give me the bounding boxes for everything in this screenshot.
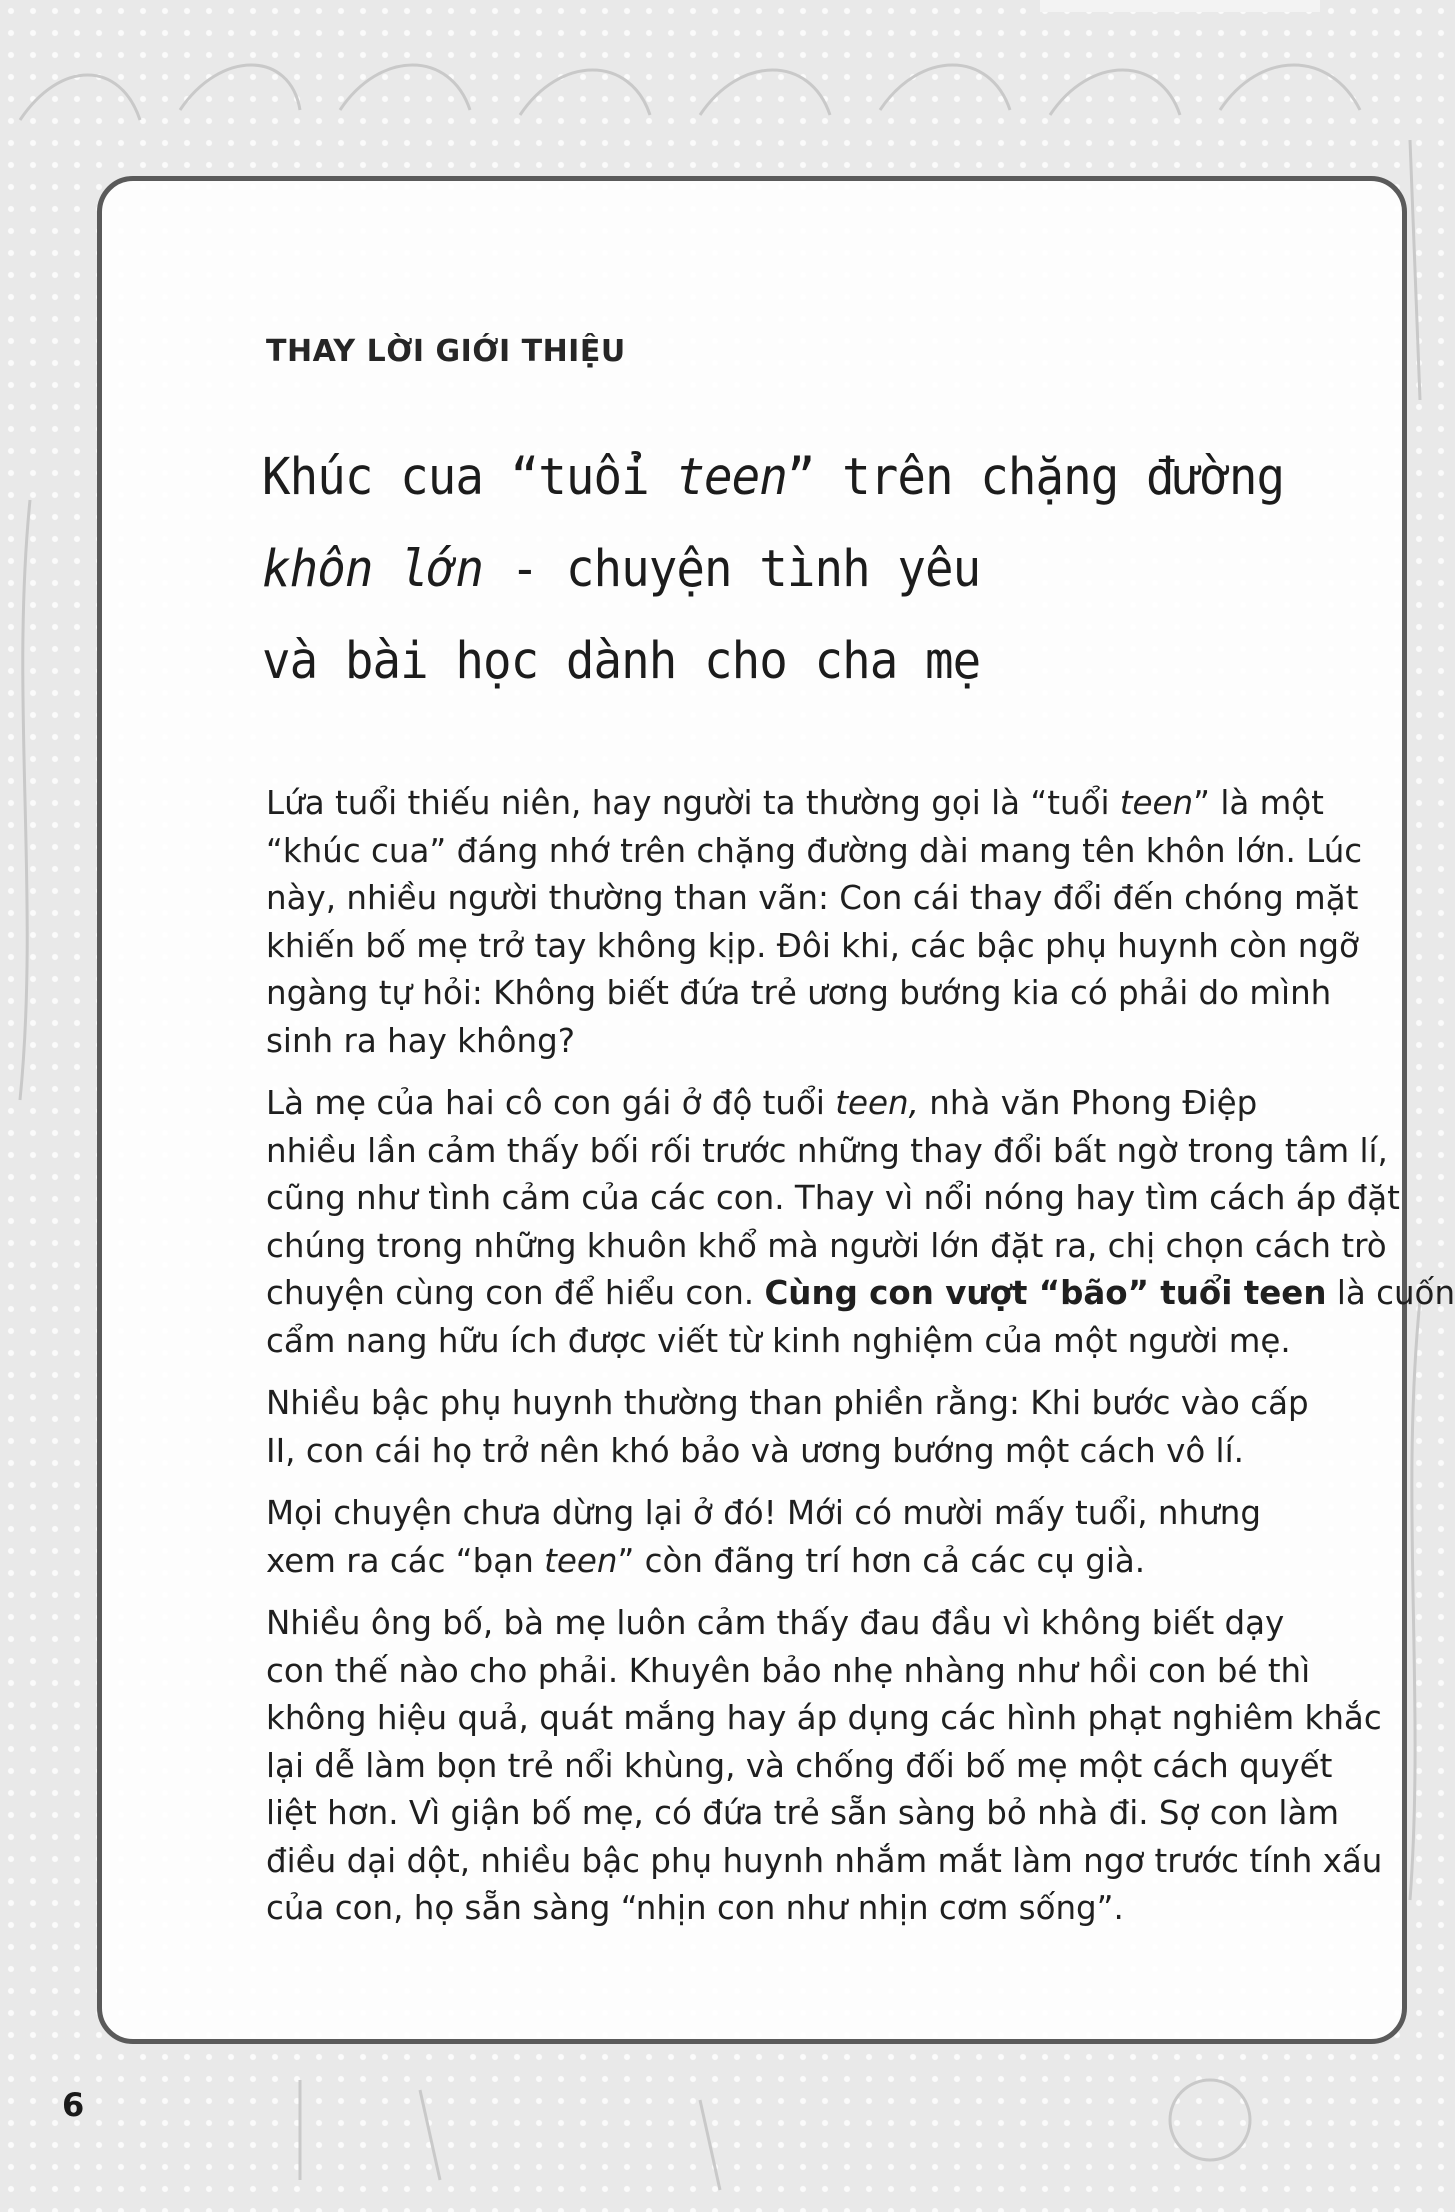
heading-line-2: khôn lớn - chuyện tình yêu [262,540,981,599]
chapter-heading [262,432,1285,708]
book-title: Cùng con vượt “bão” tuổi teen [764,1274,1327,1312]
page-number: 6 [62,2086,85,2124]
body-text [266,780,1455,1948]
paragraph-5: Nhiều ông bố, bà mẹ luôn cảm thấy đau đầu vì không biết dạy con thế nào cho phải. Khuyên bảo nhẹ nhàng như hồi con bé thì không hiệu quả, quát mắng hay áp dụng các hình phạt nghiêm khắc lại dễ làm bọn trẻ nổi khùng, và chống đối bố mẹ một cách quyết liệt hơn. Vì giận bố mẹ, có đứa trẻ sẵn sàng bỏ nhà đi. Sợ con làm điều dại dột, nhiều bậc phụ huynh nhắm mắt làm ngơ trước tính xấu của con, họ sẵn sàng “nhịn con như nhịn cơm sống”. [266,1604,1383,1927]
heading-line-1: Khúc cua “tuổi teen” trên chặng đường [262,448,1285,507]
paragraph-2: Là mẹ của hai cô con gái ở độ tuổi teen, nhà văn Phong Điệp nhiều lần cảm thấy bối rối trước những thay đổi bất ngờ trong tâm lí, cũng như tình cảm của các con. Thay vì nổi nóng hay tìm cách áp đặt chúng trong những khuôn khổ mà người lớn đặt ra, chị chọn cách trò chuyện cùng con để hiểu con. Cùng con vượt “bão” tuổi teen là cuốn cẩm nang hữu ích được viết từ kinh nghiệm của một người mẹ. [266,1084,1455,1360]
paragraph-1: Lứa tuổi thiếu niên, hay người ta thường gọi là “tuổi teen” là một “khúc cua” đáng nhớ trên chặng đường dài mang tên khôn lớn. Lúc này, nhiều người thường than vãn: Con cái thay đổi đến chóng mặt khiến bố mẹ trở tay không kịp. Đôi khi, các bậc phụ huynh còn ngỡ ngàng tự hỏi: Không biết đứa trẻ ương bướng kia có phải do mình sinh ra hay không? [266,784,1363,1060]
paragraph-4: Mọi chuyện chưa dừng lại ở đó! Mới có mười mấy tuổi, nhưng xem ra các “bạn teen” còn đãng trí hơn cả các cụ già. [266,1494,1261,1580]
section-label: THAY LỜI GIỚI THIỆU [266,334,626,369]
top-edge-strip [1040,0,1320,12]
paragraph-3: Nhiều bậc phụ huynh thường than phiền rằng: Khi bước vào cấp II, con cái họ trở nên khó bảo và ương bướng một cách vô lí. [266,1384,1309,1470]
heading-line-3: và bài học dành cho cha mẹ [262,632,981,691]
